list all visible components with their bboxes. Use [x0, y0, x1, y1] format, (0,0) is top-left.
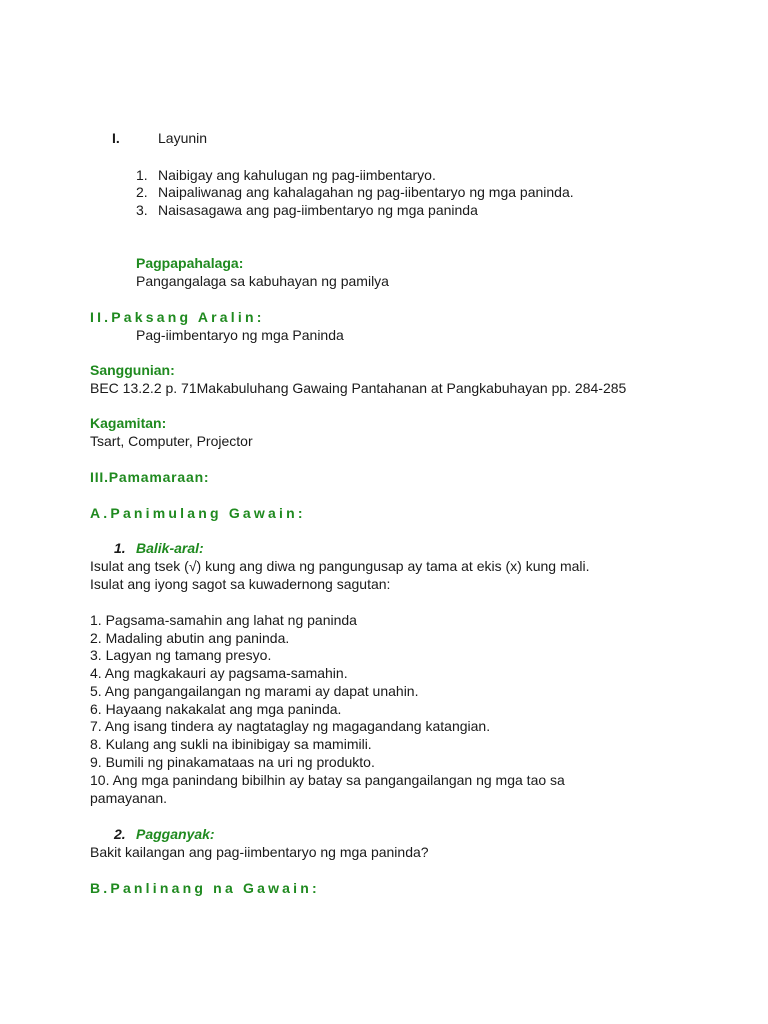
reference-text: BEC 13.2.2 p. 71Makabuluhang Gawaing Pantahanan at Pangkabuhayan pp. 284-285	[90, 380, 627, 396]
procedure-heading: III.Pamamaraan:	[90, 469, 210, 485]
preliminary-heading: A.Panimulang Gawain:	[90, 505, 306, 521]
subject-topic: Pag-iimbentaryo ng mga Paninda	[136, 327, 344, 343]
motivation-label: Pagganyak:	[136, 826, 215, 842]
values-text: Pangangalaga sa kabuhayan ng pamilya	[136, 273, 389, 289]
values-heading: Pagpapahalaga:	[136, 255, 244, 271]
list-item: 3. Lagyan ng tamang presyo.	[90, 647, 272, 663]
list-item: 5. Ang pangangailangan ng marami ay dapat unahin.	[90, 683, 419, 699]
review-number: 1.	[114, 540, 126, 556]
list-item: 10. Ang mga panindang bibilhin ay batay sa pangangailangan ng mga tao sa	[90, 772, 565, 788]
list-item: 4. Ang magkakauri ay pagsama-samahin.	[90, 665, 348, 681]
motivation-number: 2.	[114, 826, 126, 842]
list-item: 6. Hayaang nakakalat ang mga paninda.	[90, 701, 342, 717]
list-item-continuation: pamayanan.	[90, 790, 168, 806]
instruction-line: Isulat ang tsek (√) kung ang diwa ng pangungusap ay tama at ekis (x) kung mali.	[90, 558, 590, 574]
materials-text: Tsart, Computer, Projector	[90, 433, 253, 449]
review-label: Balik-aral:	[136, 540, 204, 556]
subject-heading: II.Paksang Aralin:	[90, 309, 265, 325]
motivation-question: Bakit kailangan ang pag-iimbentaryo ng mga paninda?	[90, 844, 429, 860]
list-item: 2. Madaling abutin ang paninda.	[90, 630, 290, 646]
section-title: Layunin	[158, 130, 208, 146]
list-item: 2. Naipaliwanag ang kahalagahan ng pag-iibentaryo ng mga paninda.	[136, 184, 574, 200]
instruction-line: Isulat ang iyong sagot sa kuwadernong sagutan:	[90, 576, 391, 592]
list-item: 1. Pagsama-samahin ang lahat ng paninda	[90, 612, 357, 628]
section-numeral: I.	[112, 130, 120, 146]
materials-heading: Kagamitan:	[90, 415, 167, 431]
list-item: 8. Kulang ang sukli na ibinibigay sa mamimili.	[90, 736, 372, 752]
reference-heading: Sanggunian:	[90, 362, 175, 378]
list-item: 7. Ang isang tindera ay nagtataglay ng magagandang katangian.	[90, 718, 491, 734]
development-heading: B.Panlinang na Gawain:	[90, 880, 320, 896]
list-item: 9. Bumili ng pinakamataas na uri ng produkto.	[90, 754, 375, 770]
list-item: 1. Naibigay ang kahulugan ng pag-iimbentaryo.	[136, 167, 436, 183]
list-item: 3. Naisasagawa ang pag-iimbentaryo ng mga paninda	[136, 202, 478, 218]
